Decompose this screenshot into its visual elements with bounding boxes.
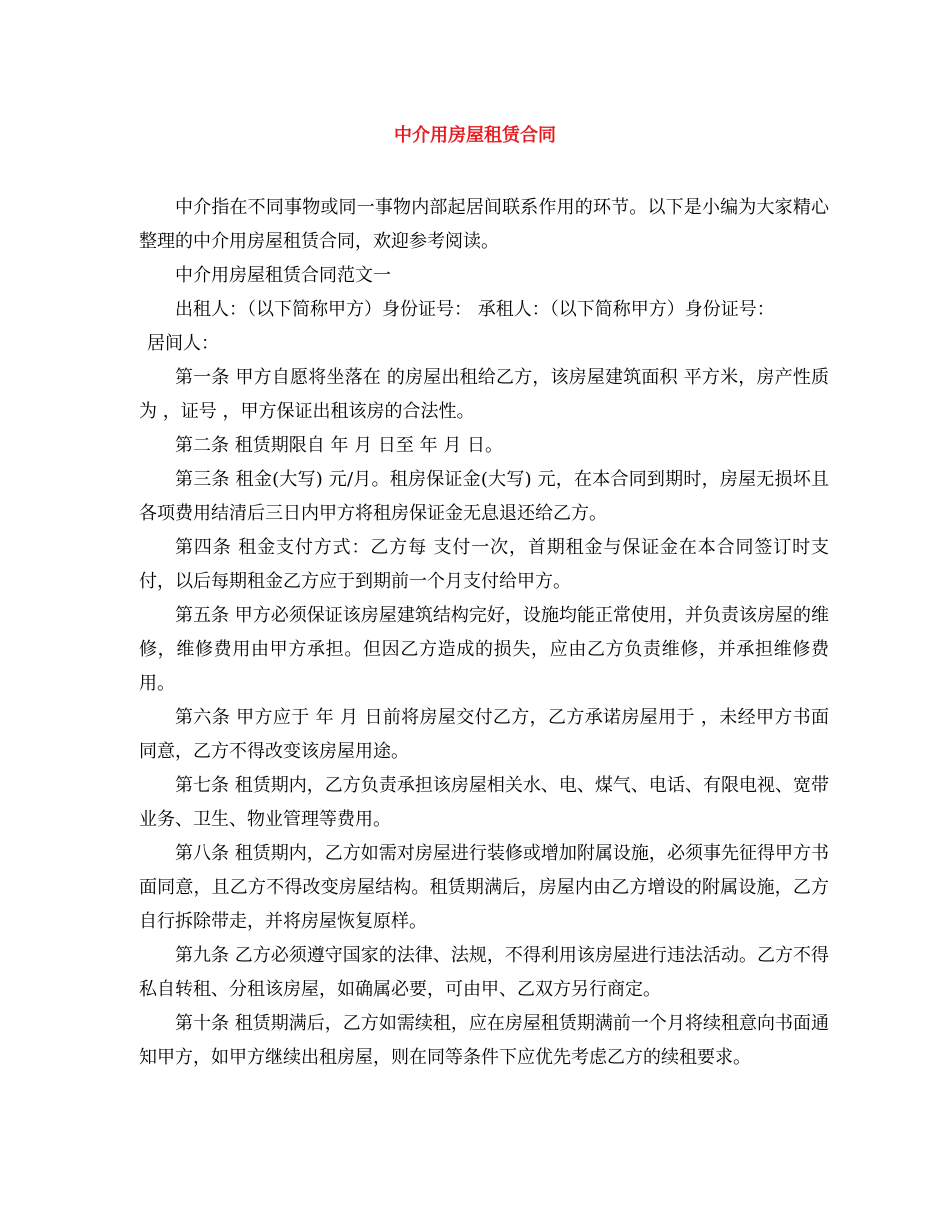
- document-title: 中介用房屋租赁合同: [394, 125, 556, 146]
- paragraph-article-10: 第十条 租赁期满后，乙方如需续租，应在房屋租赁期满前一个月将续租意向书面通知甲方，如甲方继续出租房屋，则在同等条件下应优先考虑乙方的续租要求。: [139, 1013, 829, 1068]
- paragraph-article-3: 第三条 租金(大写) 元/月。租房保证金(大写) 元，在本合同到期时，房屋无损坏且各项费用结清后三日内甲方将租房保证金无息退还给乙方。: [139, 469, 829, 524]
- paragraph-intro: 中介指在不同事物或同一事物内部起居间联系作用的环节。以下是小编为大家精心整理的中介用房屋租赁合同，欢迎参考阅读。: [139, 197, 829, 252]
- paragraph-article-2: 第二条 租赁期限自 年 月 日至 年 月 日。: [175, 435, 504, 456]
- paragraph-parties: 出租人：（以下简称甲方）身份证号： 承租人：（以下简称甲方）身份证号：: [175, 299, 775, 320]
- paragraph-intermediary: 居间人：: [147, 333, 219, 354]
- paragraph-article-4: 第四条 租金支付方式：乙方每 支付一次，首期租金与保证金在本合同签订时支付，以后每期租金乙方应于到期前一个月支付给甲方。: [139, 537, 829, 592]
- paragraph-article-1: 第一条 甲方自愿将坐落在 的房屋出租给乙方，该房屋建筑面积 平方米，房产性质为 ，证号 ，甲方保证出租该房的合法性。: [139, 367, 829, 422]
- paragraph-article-5: 第五条 甲方必须保证该房屋建筑结构完好，设施均能正常使用，并负责该房屋的维修，维修费用由甲方承担。但因乙方造成的损失，应由乙方负责维修，并承担维修费用。: [139, 605, 829, 694]
- paragraph-article-7: 第七条 租赁期内，乙方负责承担该房屋相关水、电、煤气、电话、有限电视、宽带业务、卫生、物业管理等费用。: [139, 775, 829, 830]
- paragraph-article-6: 第六条 甲方应于 年 月 日前将房屋交付乙方，乙方承诺房屋用于 ，未经甲方书面同意，乙方不得改变该房屋用途。: [139, 707, 829, 762]
- document-body: [139, 191, 829, 1075]
- paragraph-sample-heading: 中介用房屋租赁合同范文一: [175, 265, 391, 286]
- paragraph-article-8: 第八条 租赁期内，乙方如需对房屋进行装修或增加附属设施，必须事先征得甲方书面同意，且乙方不得改变房屋结构。租赁期满后，房屋内由乙方增设的附属设施，乙方自行拆除带走，并将房屋恢复原样。: [139, 843, 829, 932]
- paragraph-article-9: 第九条 乙方必须遵守国家的法律、法规，不得利用该房屋进行违法活动。乙方不得私自转租、分租该房屋，如确属必要，可由甲、乙双方另行商定。: [139, 945, 829, 1000]
